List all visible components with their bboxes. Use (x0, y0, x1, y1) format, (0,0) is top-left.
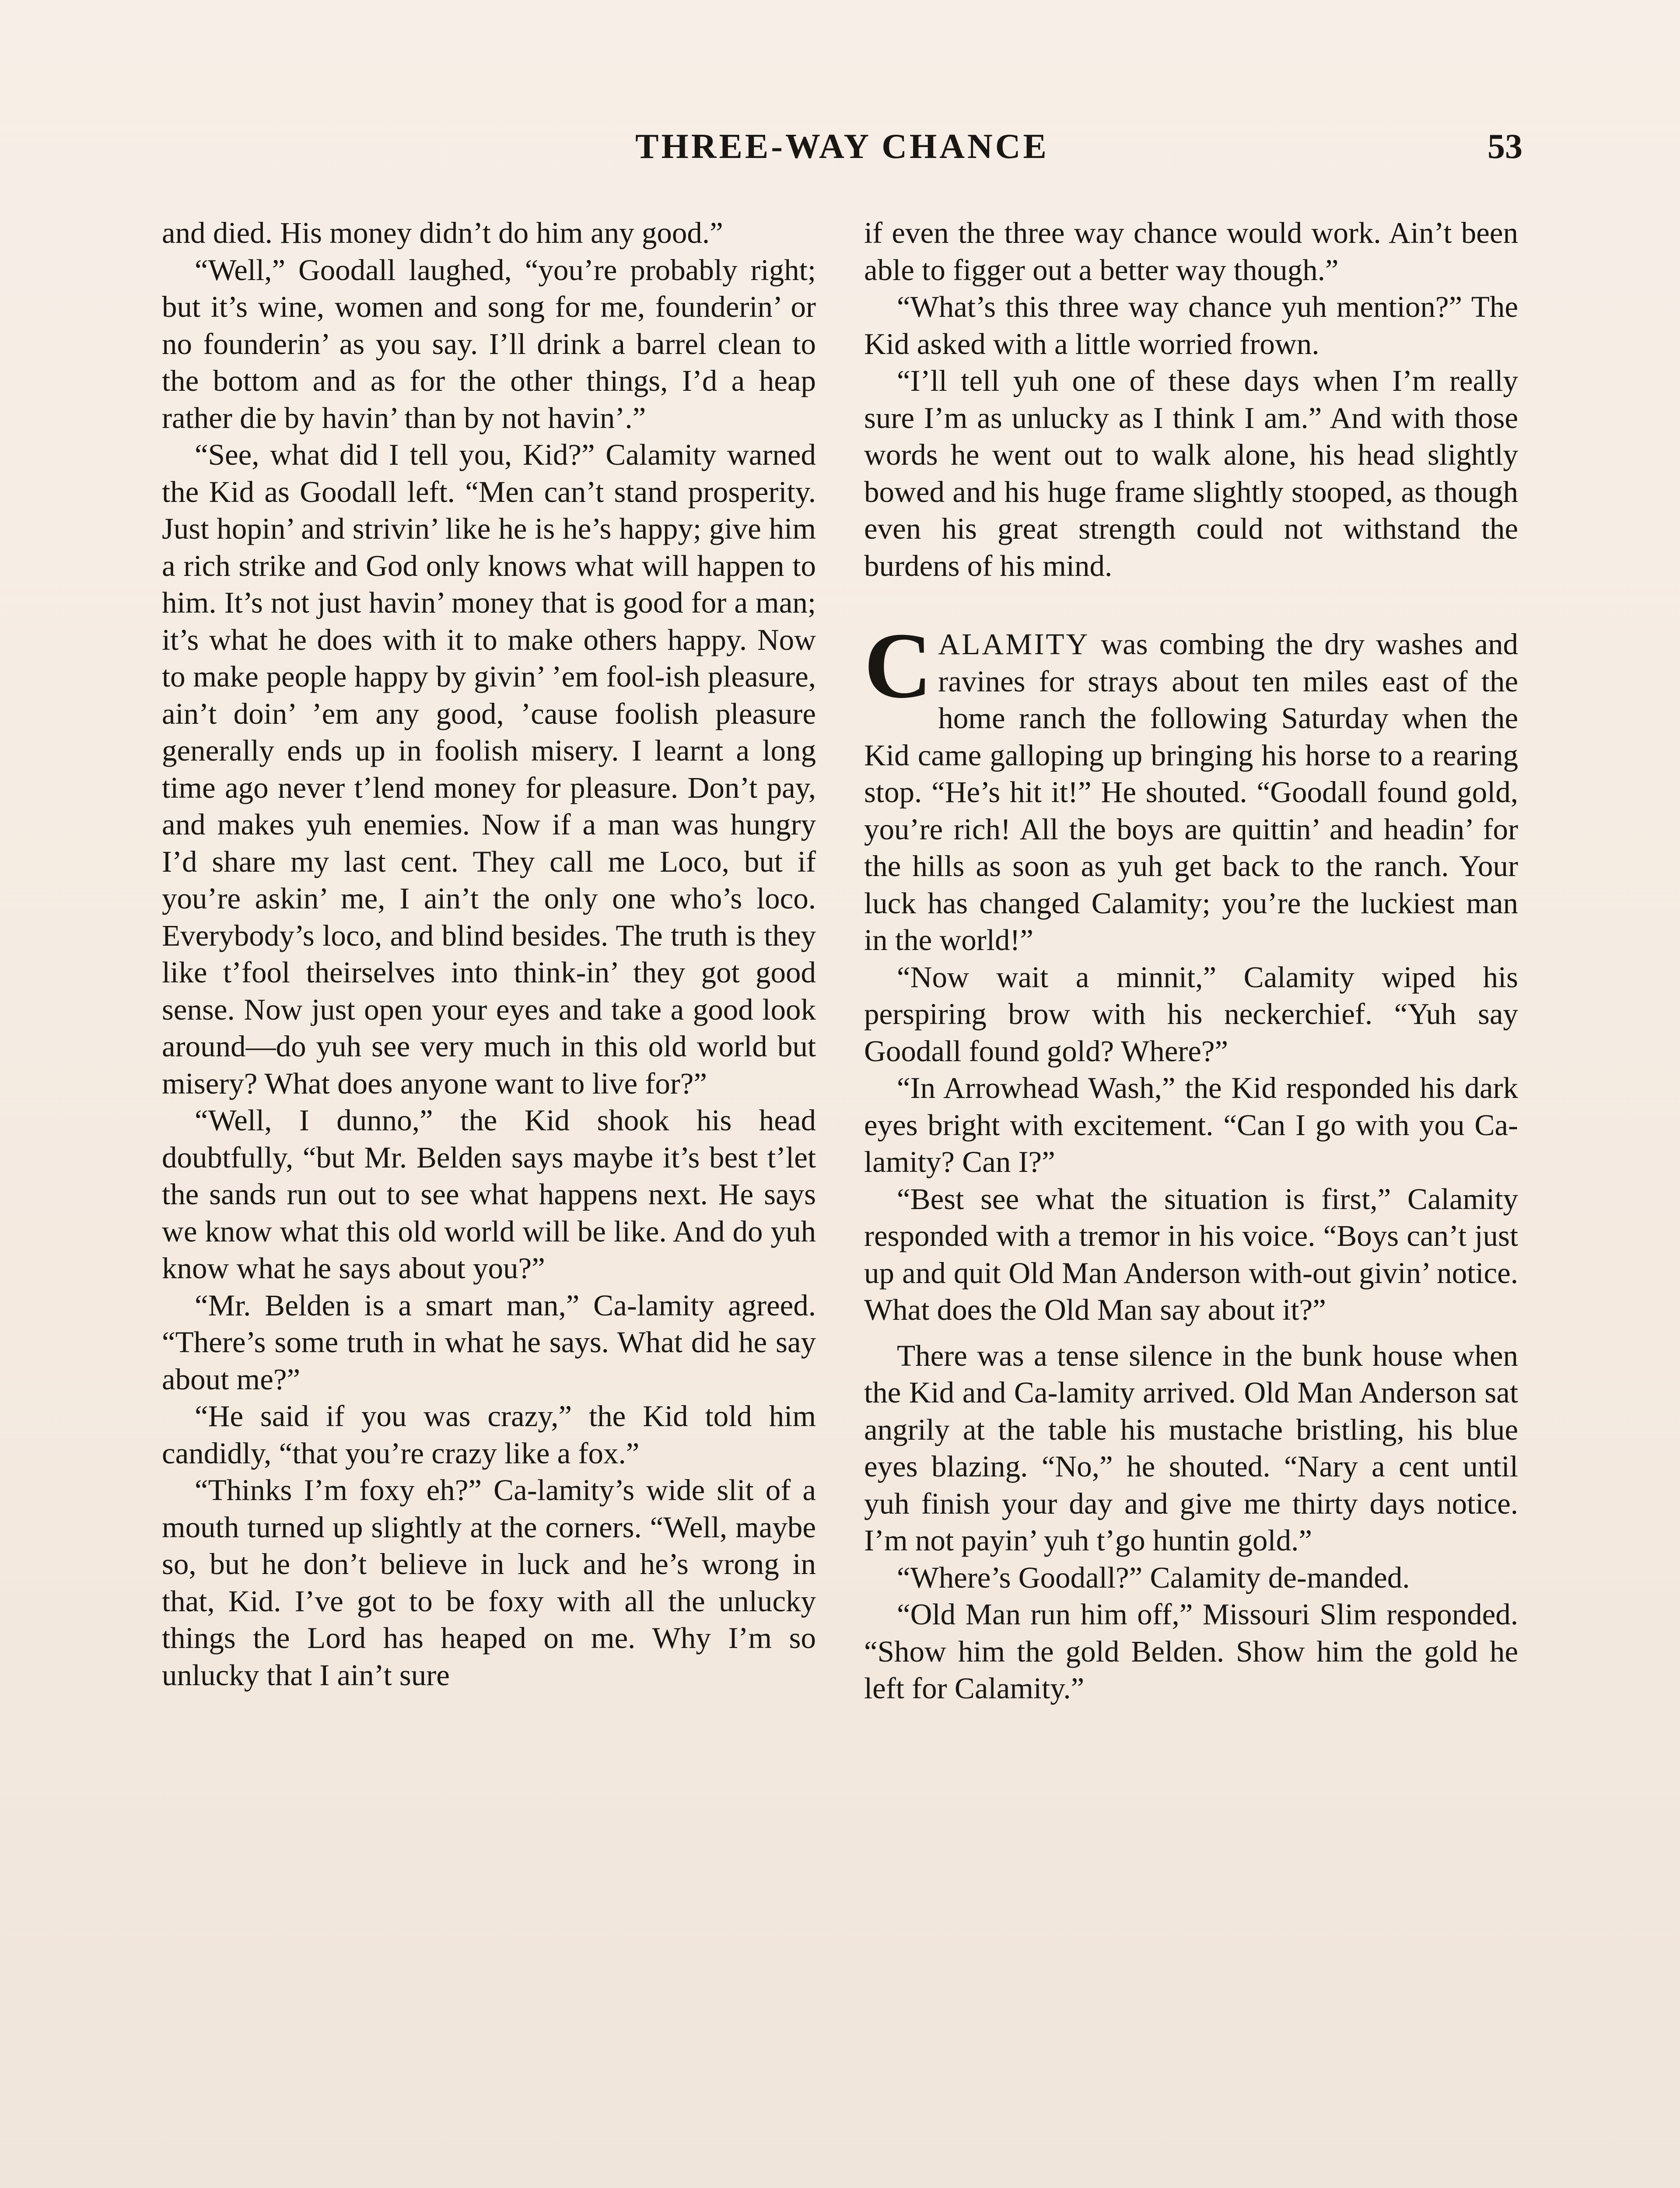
page-number: 53 (1488, 127, 1522, 166)
section-opening-paragraph (864, 613, 1518, 959)
drop-cap: C (864, 613, 932, 718)
left-column (162, 214, 816, 1694)
paragraph: if even the three way chance would work. Ain’t been able to figger out a better way though.” (864, 216, 1518, 287)
running-title: THREE-WAY CHANCE (635, 127, 1049, 166)
paragraph: There was a tense silence in the bunk house when the Kid and Ca-lamity arrived. Old Man Anderson sat angrily at the table his mustache bristling, his blue eyes blazing. “No,” he shouted. “Nary a cent until yuh finish your day and give me thirty days notice. I’m not payin’ yuh t’go huntin gold.” (864, 1339, 1518, 1557)
paragraph: “Thinks I’m foxy eh?” Ca-lamity’s wide slit of a mouth turned up slightly at the corners. “Well, maybe so, but he don’t believe in luck and he’s wrong in that, Kid. I’ve got to be foxy with all the unlucky things the Lord has heaped on me. Why I’m so unlucky that I ain’t sure (162, 1473, 816, 1692)
paragraph: “Well, I dunno,” the Kid shook his head doubtfully, “but Mr. Belden says maybe it’s best t’let the sands run out to see what happens next. He says we know what this old world will be like. And do yuh know what he says about you?” (162, 1104, 816, 1285)
paragraph-text: was combing the dry washes and ravines for strays about ten miles east of the home ranch the following Saturday when the Kid came galloping up bringing his horse to a rearing stop. “He’s hit it!” He shouted. “Goodall found gold, you’re rich! All the boys are quittin’ and headin’ for the hills as soon as yuh get back to the ranch. Your luck has changed Calamity; you’re the luckiest man in the world!” (864, 628, 1518, 957)
right-column (864, 214, 1518, 1707)
lead-word: ALAMITY (938, 628, 1090, 661)
paragraph: “Now wait a minnit,” Calamity wiped his perspiring brow with his neckerchief. “Yuh say Goodall found gold? Where?” (864, 960, 1518, 1068)
section-break (864, 584, 1518, 626)
paragraph: “In Arrowhead Wash,” the Kid responded his dark eyes bright with excitement. “Can I go with you Ca-lamity? Can I?” (864, 1071, 1518, 1178)
paragraph: “Where’s Goodall?” Calamity de-manded. (897, 1560, 1410, 1594)
paragraph: “What’s this three way chance yuh mention?” The Kid asked with a little worried frown. (864, 290, 1518, 361)
paragraph: and died. His money didn’t do him any good.” (162, 216, 723, 249)
paragraph: “See, what did I tell you, Kid?” Calamity warned the Kid as Goodall left. “Men can’t stand prosperity. Just hopin’ and strivin’ like he is he’s happy; give him a rich strike and God only knows what will happen to him. It’s not just havin’ money that is good for a man; it’s what he does with it to make others happy. Now to make people happy by givin’ ’em fool-ish pleasure, ain’t doin’ ’em any good, ’cause foolish pleasure generally ends up in foolish misery. I learnt a long time ago never t’lend money for pleasure. Don’t pay, and makes yuh enemies. Now if a man was hungry I’d share my last cent. They call me Loco, but if you’re askin’ me, I ain’t the only one who’s loco. Everybody’s loco, and blind besides. The truth is they like t’fool theirselves into think-in’ they got good sense. Now just open your eyes and take a good look around—do yuh see very much in this old world but misery? What does anyone want to live for?” (162, 438, 816, 1100)
paragraph: “I’ll tell yuh one of these days when I’m really sure I’m as unlucky as I think I am.” And with those words he went out to walk alone, his head slightly bowed and his huge frame slightly stooped, as though even his great strength could not withstand the burdens of his mind. (864, 364, 1518, 582)
paragraph: “He said if you was crazy,” the Kid told him candidly, “that you’re crazy like a fox.” (162, 1399, 816, 1470)
paragraph: “Old Man run him off,” Missouri Slim responded. “Show him the gold Belden. Show him the gold he left for Calamity.” (864, 1598, 1518, 1705)
paragraph: “Best see what the situation is first,” Calamity responded with a tremor in his voice. “Boys can’t just up and quit Old Man Anderson with-out givin’ notice. What does the Old Man say about it?” (864, 1182, 1518, 1326)
paragraph: “Mr. Belden is a smart man,” Ca-lamity agreed. “There’s some truth in what he says. What did he say about me?” (162, 1288, 816, 1396)
paragraph: “Well,” Goodall laughed, “you’re probably right; but it’s wine, women and song for me, founderin’ or no founderin’ as you say. I’ll drink a barrel clean to the bottom and as for the other things, I’d a heap rather die by havin’ than by not havin’.” (162, 253, 816, 435)
page-header (162, 127, 1522, 175)
